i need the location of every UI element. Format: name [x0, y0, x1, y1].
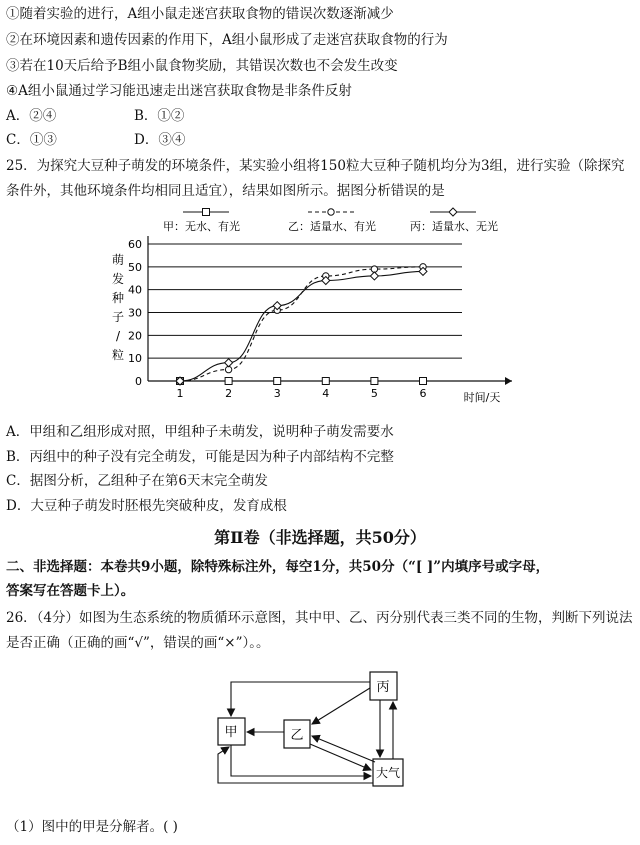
- q25-option-b: B．丙组中的种子没有完全萌发，可能是因为种子内部结构不完整: [6, 449, 394, 465]
- q25-option-c: C．据图分析，乙组种子在第6天末完全萌发: [6, 473, 268, 489]
- label-yi: 乙: [290, 728, 304, 743]
- section-instructions-line2: 答案写在答题卡上）。: [6, 583, 135, 599]
- chart-series: [176, 264, 427, 385]
- x-tick-label: 2: [225, 387, 233, 400]
- q26-stem-line2: 是否正确（正确的画“√”，错误的画“×”）。。: [6, 635, 270, 651]
- chart-grid: [148, 244, 462, 358]
- x-tick-label: 3: [273, 387, 281, 400]
- point-square: [203, 209, 210, 216]
- legend-label: 丙：适量水、无光: [410, 220, 498, 233]
- statement-3: ③若在10天后给予B组小鼠食物奖励，其错误次数也不会发生改变: [6, 58, 398, 74]
- legend-entry-3: [410, 208, 498, 233]
- legend-label: 甲：无水、有光: [163, 220, 240, 233]
- x-tick-label: 4: [322, 387, 330, 400]
- x-tick-label: 5: [370, 387, 378, 400]
- point-diamond: [449, 208, 457, 216]
- y-axis-label-char: 发: [111, 272, 125, 286]
- x-axis-label: 时间/天: [463, 391, 501, 404]
- q26-sub1: （1）图中的甲是分解者。( ): [6, 819, 178, 835]
- y-axis-label-char: 种: [111, 291, 125, 305]
- label-jia: 甲: [224, 725, 238, 740]
- x-tick-label: 1: [176, 387, 184, 400]
- option-a: A．②④: [6, 108, 57, 124]
- arrow-bing-to-yi: [312, 688, 370, 724]
- point-square: [322, 378, 329, 385]
- carbon-cycle-diagram: [0, 660, 640, 800]
- point-square: [371, 378, 378, 385]
- series-1: [177, 378, 427, 385]
- y-tick-label: 50: [128, 260, 142, 274]
- legend-label: 乙：适量水、有光: [288, 220, 376, 233]
- chart-axes: [148, 236, 512, 385]
- y-axis-label-char: 子: [111, 310, 125, 324]
- x-tick-label: 6: [419, 387, 427, 400]
- point-circle: [328, 209, 334, 215]
- legend-entry-2: [288, 209, 376, 233]
- label-bing: 丙: [376, 680, 390, 695]
- point-square: [420, 378, 427, 385]
- point-diamond: [370, 272, 378, 280]
- series-line: [180, 267, 423, 381]
- statement-4: ④A组小鼠通过学习能迅速走出迷宫获取食物是非条件反射: [6, 83, 352, 99]
- y-axis-label: [112, 253, 124, 362]
- point-square: [225, 378, 232, 385]
- y-axis-label-char: /: [115, 329, 121, 343]
- y-tick-label: 60: [128, 238, 142, 251]
- arrow-bing-to-jia: [231, 682, 370, 716]
- series-3: [176, 267, 427, 385]
- y-tick-label: 30: [128, 306, 142, 320]
- statement-2: ②在环境因素和遗传因素的作用下，A组小鼠形成了走迷宫获取食物的行为: [6, 32, 448, 48]
- y-tick-label: 10: [128, 352, 142, 366]
- point-square: [274, 378, 281, 385]
- q25-option-a: A．甲组和乙组形成对照，甲组种子未萌发，说明种子萌发需要水: [6, 424, 394, 440]
- y-tick-label: 20: [128, 329, 142, 343]
- section-title: 第Ⅱ卷（非选择题，共50分）: [214, 528, 426, 547]
- q25-stem-line2: 条件外，其他环境条件均相同且适宜），结果如图所示。据图分析错误的是: [6, 183, 445, 199]
- y-tick-label: 0: [135, 375, 142, 388]
- option-b: B．①②: [134, 108, 185, 124]
- y-axis-label-char: 萌: [111, 253, 125, 267]
- point-diamond: [225, 359, 233, 367]
- arrow-daqi-to-jia: [218, 747, 373, 783]
- germination-chart: [0, 200, 640, 415]
- q26-stem-line1: 26．（4分）如图为生态系统的物质循环示意图，其中甲、乙、丙分别代表三类不同的生物，判断下列说法: [6, 610, 633, 626]
- series-line: [180, 271, 423, 381]
- label-daqi: 大气: [375, 766, 401, 780]
- option-c: C．①③: [6, 132, 57, 148]
- y-tick-label: 40: [128, 283, 142, 297]
- legend-entry-1: [163, 209, 240, 234]
- q25-stem-line1: 25．为探究大豆种子萌发的环境条件，某实验小组将150粒大豆种子随机均分为3组，进行实验（除探究: [6, 158, 625, 174]
- option-d: D．③④: [134, 132, 186, 148]
- y-axis-label-char: 粒: [111, 348, 125, 362]
- x-axis-arrow: [505, 377, 512, 385]
- chart-legend: [163, 208, 498, 233]
- section-instructions-line1: 二、非选择题：本卷共9小题，除特殊标注外，每空1分，共50分（“[ ]”内填序号或字母，: [6, 559, 550, 575]
- q25-option-d: D．大豆种子萌发时胚根先突破种皮，发育成根: [6, 498, 287, 514]
- statement-1: ①随着实验的进行，A组小鼠走迷宫获取食物的错误次数逐渐减少: [6, 6, 394, 22]
